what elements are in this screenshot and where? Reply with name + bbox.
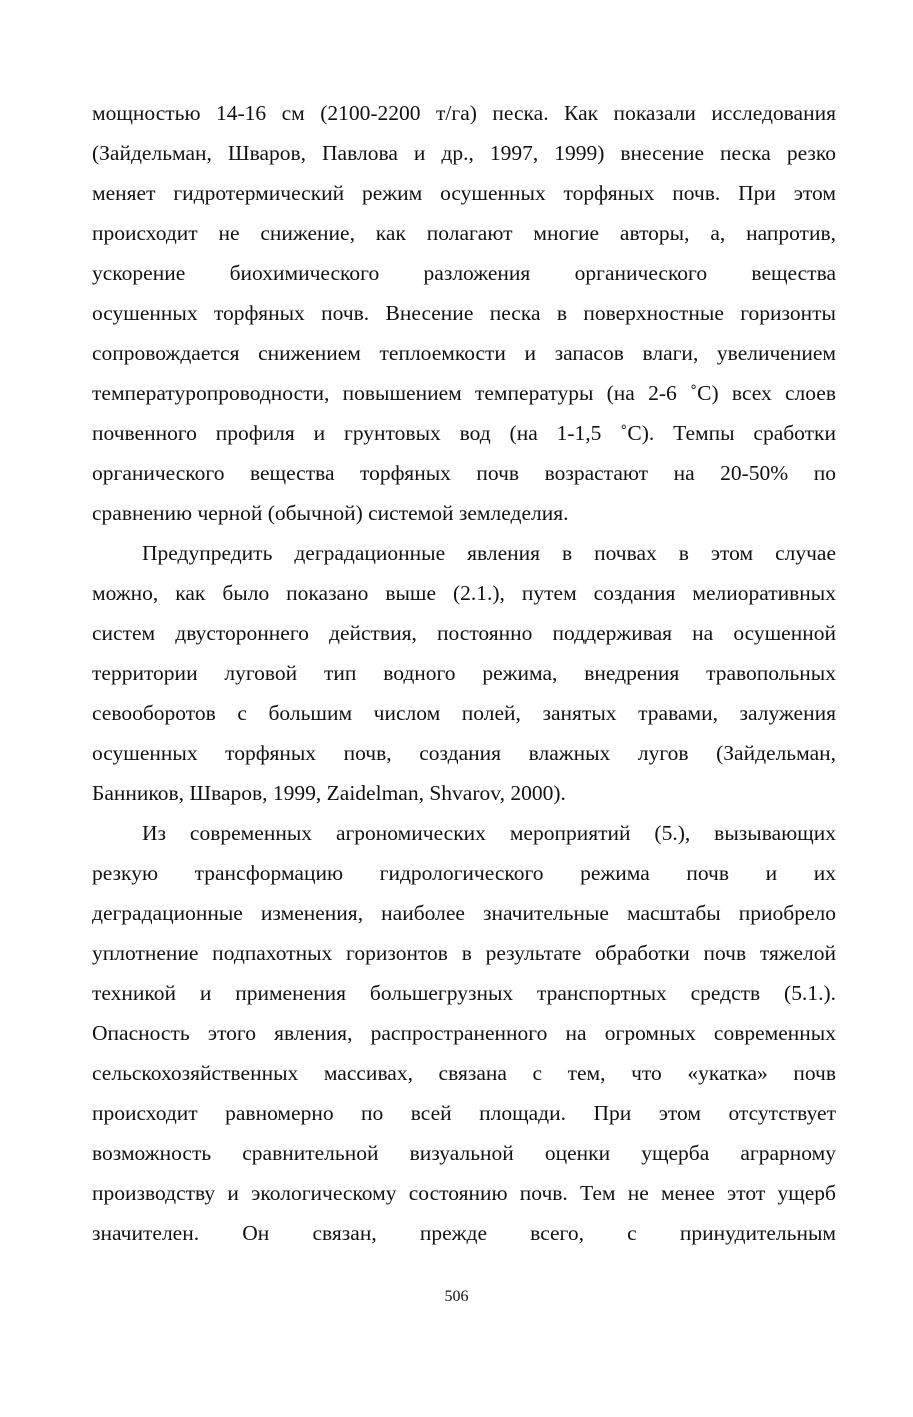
text-line: почвенного профиля и грунтовых вод (на 1-1,5 ˚С). Темпы сработки: [92, 421, 836, 445]
text-line: мощностью 14-16 см (2100-2200 т/га) песка. Как показали исследования: [92, 101, 836, 125]
text-line: территории луговой тип водного режима, внедрения травопольных: [92, 661, 836, 685]
text-line: осушенных торфяных почв. Внесение песка в поверхностные горизонты: [92, 301, 836, 325]
text-line: производству и экологическому состоянию почв. Тем не менее этот ущерб: [92, 1181, 836, 1205]
text-line: Предупредить деградационные явления в почвах в этом случае: [142, 541, 836, 565]
text-line: сопровождается снижением теплоемкости и запасов влаги, увеличением: [92, 341, 836, 365]
text-line: температуропроводности, повышением температуры (на 2-6 ˚С) всех слоев: [92, 381, 836, 405]
text-line: севооборотов с большим числом полей, занятых травами, залужения: [92, 701, 836, 725]
text-line: Опасность этого явления, распространенного на огромных современных: [92, 1021, 836, 1045]
text-line: Из современных агрономических мероприятий (5.), вызывающих: [142, 821, 836, 845]
text-line: возможность сравнительной визуальной оценки ущерба аграрному: [92, 1141, 836, 1165]
text-line: органического вещества торфяных почв возрастают на 20-50% по: [92, 461, 836, 485]
text-line: (Зайдельман, Шваров, Павлова и др., 1997, 1999) внесение песка резко: [92, 141, 836, 165]
text-line: происходит равномерно по всей площади. При этом отсутствует: [92, 1101, 836, 1125]
text-line: значителен. Он связан, прежде всего, с принудительным: [92, 1221, 836, 1245]
text-line: резкую трансформацию гидрологического режима почв и их: [92, 861, 836, 885]
text-line: можно, как было показано выше (2.1.), путем создания мелиоративных: [92, 581, 836, 605]
text-line: уплотнение подпахотных горизонтов в результате обработки почв тяжелой: [92, 941, 836, 965]
text-line: сельскохозяйственных массивах, связана с тем, что «укатка» почв: [92, 1061, 836, 1085]
text-line: меняет гидротермический режим осушенных торфяных почв. При этом: [92, 181, 836, 205]
text-line: Банников, Шваров, 1999, Zaidelman, Shvarov, 2000).: [92, 781, 566, 805]
text-line: сравнению черной (обычной) системой земледелия.: [92, 501, 569, 525]
text-line: ускорение биохимического разложения органического вещества: [92, 261, 836, 285]
page-number: 506: [444, 1288, 469, 1305]
text-line: техникой и применения большегрузных транспортных средств (5.1.).: [92, 981, 836, 1005]
text-line: происходит не снижение, как полагают многие авторы, а, напротив,: [92, 221, 836, 245]
text-line: осушенных торфяных почв, создания влажных лугов (Зайдельман,: [92, 741, 836, 765]
text-line: систем двустороннего действия, постоянно поддерживая на осушенной: [92, 621, 836, 645]
text-line: деградационные изменения, наиболее значительные масштабы приобрело: [92, 901, 836, 925]
